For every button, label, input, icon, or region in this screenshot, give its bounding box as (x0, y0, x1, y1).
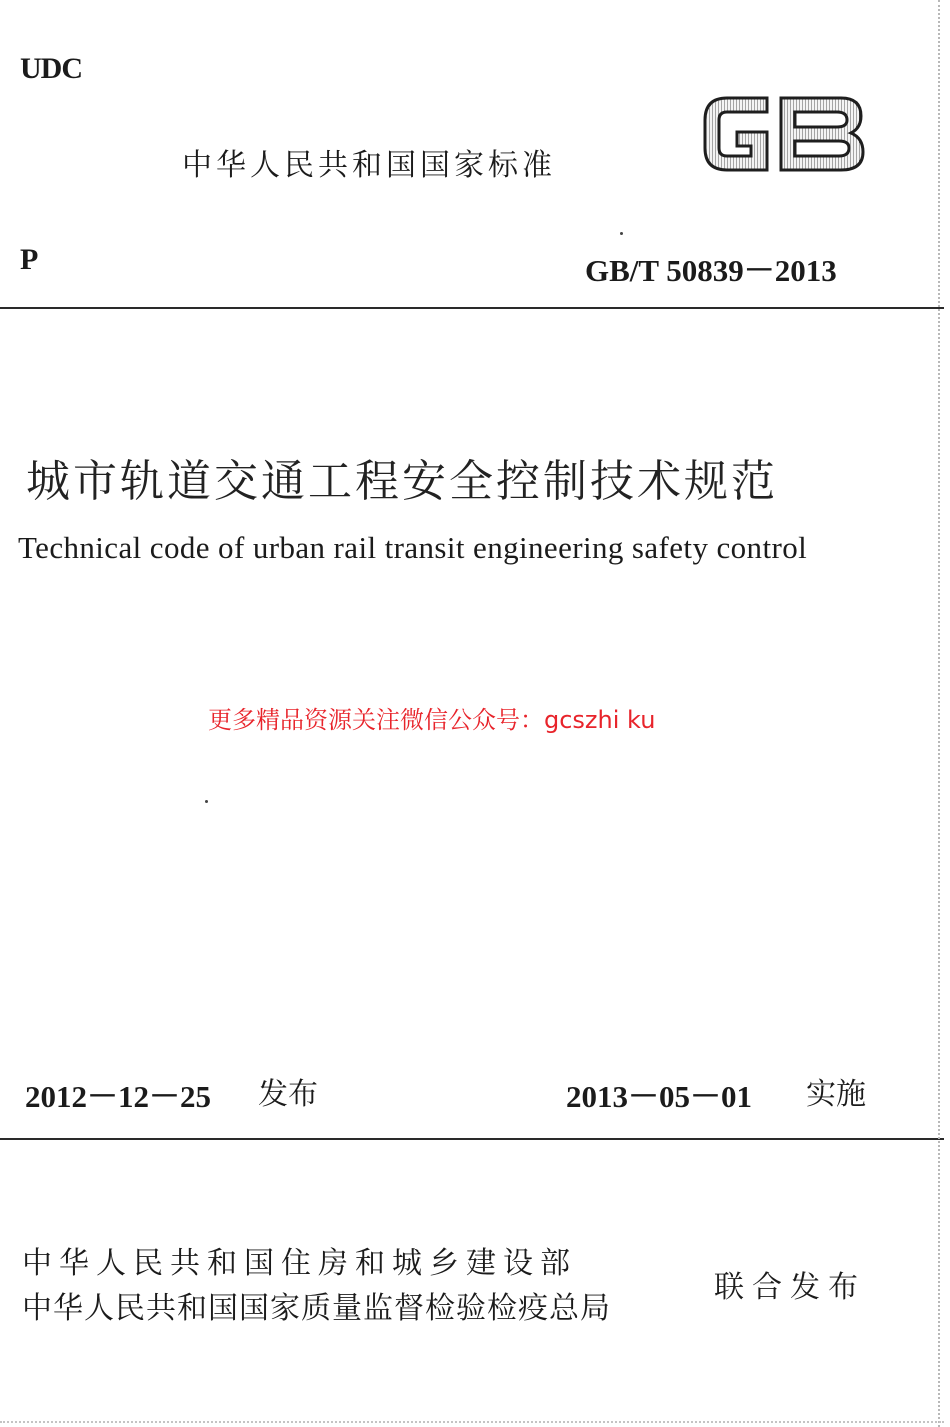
title-chinese: 城市轨道交通工程安全控制技术规范 (26, 456, 778, 507)
scan-speck (620, 232, 623, 235)
issue-date: 2012－12－25 (25, 1079, 211, 1114)
bottom-divider (0, 1138, 944, 1140)
page-bottom-edge (0, 1421, 944, 1423)
publisher-1: 中华人民共和国住房和城乡建设部 (22, 1246, 577, 1281)
udc-label: UDC (20, 52, 82, 85)
watermark-promo: 更多精品资源关注微信公众号：gcszhi ku (208, 706, 656, 734)
issue-label: 发布 (258, 1077, 318, 1112)
standard-type: 中华人民共和国国家标准 (182, 148, 556, 183)
gb-logo (697, 90, 869, 178)
title-english: Technical code of urban rail transit engineering safety control (18, 530, 808, 565)
page-edge (938, 0, 940, 1427)
implement-label: 实施 (806, 1077, 866, 1112)
joint-issue-label: 联合发布 (714, 1270, 866, 1305)
scan-speck (205, 800, 208, 803)
top-divider (0, 307, 944, 309)
standard-number: GB/T 50839－2013 (585, 253, 837, 288)
implement-date: 2013－05－01 (566, 1079, 752, 1114)
publisher-2: 中华人民共和国国家质量监督检验检疫总局 (22, 1291, 611, 1326)
classification-letter: P (20, 243, 39, 276)
